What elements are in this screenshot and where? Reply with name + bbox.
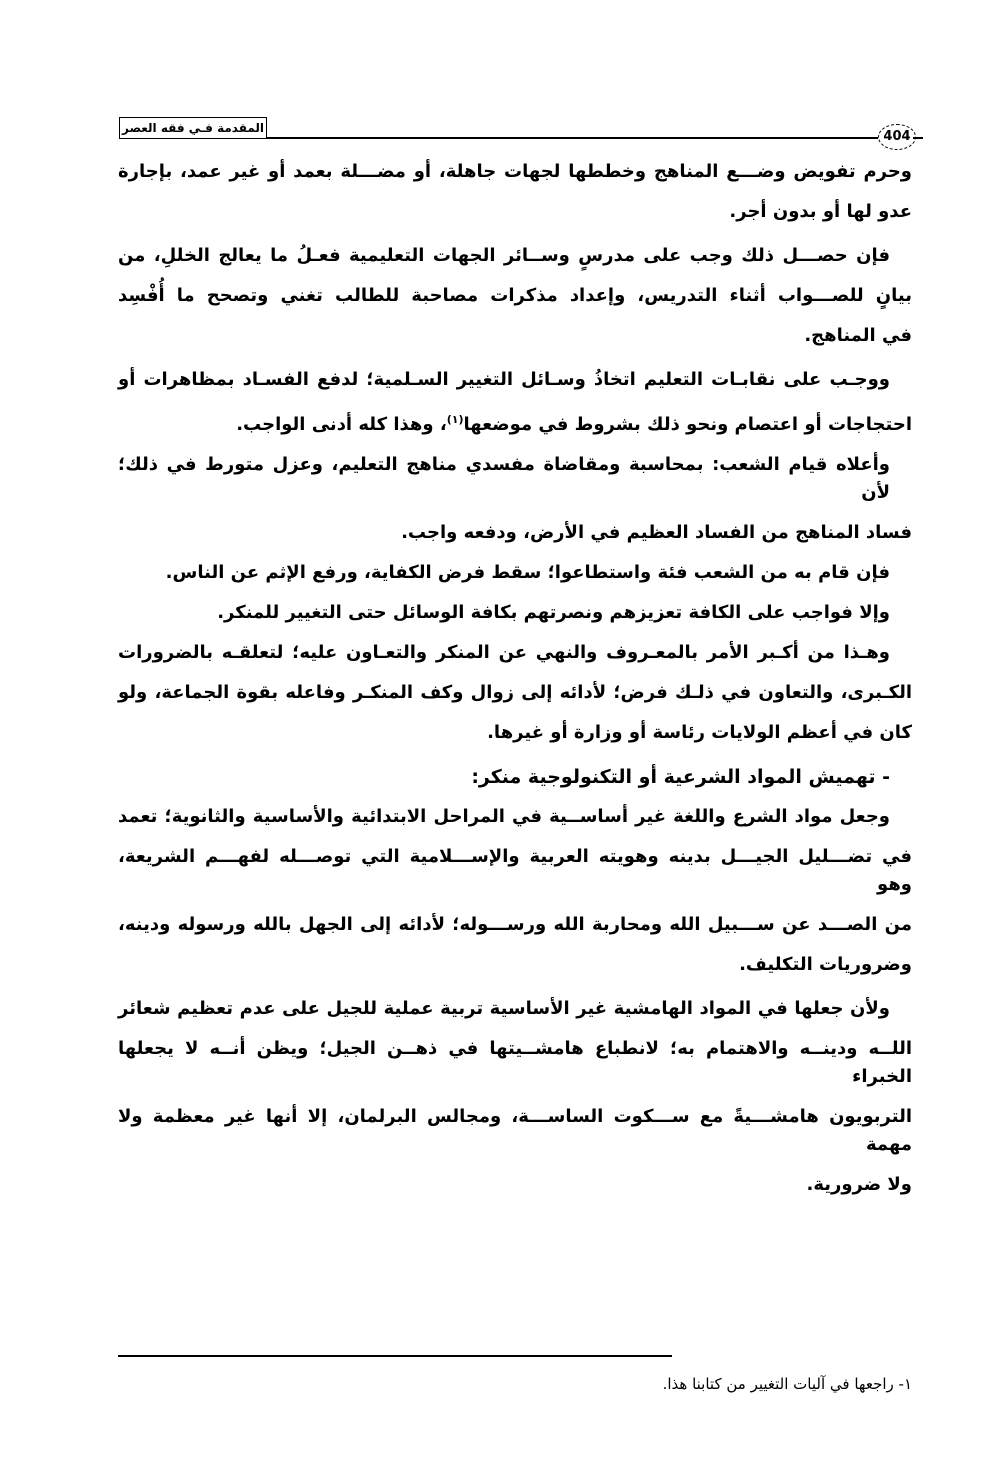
footnotes — [118, 1355, 912, 1457]
body-line: في تضـــليل الجيـــل بدينه وهويته العربية والإســـلامية التي توصـــله لفهـــم الشريعة، وهو — [118, 846, 912, 895]
header-rule-tail — [913, 137, 923, 139]
body-line: في المناهج. — [804, 325, 912, 346]
body-line: ولأن جعلها في المواد الهامشية غير الأساسية تربية عملية للجيل على عدم تعظيم شعائر — [118, 998, 890, 1019]
section-heading: - تهميش المواد الشرعية أو التكنولوجية منكر: — [471, 766, 890, 788]
body-line: وحرم تفويض وضـــع المناهج وخططها لجهات جاهلة، أو مضـــلة بعمد أو غير عمد، بإجارة — [118, 161, 912, 182]
book-title: المقدمة فـي فقه العصر — [121, 121, 265, 135]
body-line: فإن قام به من الشعب فئة واستطاعوا؛ سقط فرض الكفاية، ورفع الإثم عن الناس. — [165, 562, 890, 583]
body-line: الكـبرى، والتعاون في ذلـك فرض؛ لأدائه إلى زوال وكف المنكـر وفاعله بقوة الجماعة، ولو — [118, 682, 912, 703]
body-line — [118, 400, 912, 445]
body-line: ولا ضرورية. — [806, 1174, 912, 1195]
body-line: التربويون هامشـــيةً مع ســـكوت الساســـة، ومجالس البرلمان، إلا أنها غير معظمة ولا مهمة — [118, 1106, 912, 1155]
line-text: ، وهذا كله أدنى الواجب. — [236, 414, 447, 435]
footnote: ١- راجعها في آليات التغيير من كتابنا هذا. — [662, 1374, 912, 1393]
body-line: وضروريات التكليف. — [739, 954, 912, 975]
body-line: وجعل مواد الشرع واللغة غير أساســية في المراحل الابتدائية والأساسية والثانوية؛ تعمد — [118, 806, 890, 827]
body-line: من الصـــد عن ســـبيل الله ومحاربة الله ورســـوله؛ لأدائه إلى الجهل بالله ورسوله ودينه، — [118, 914, 912, 935]
body-line: اللــه ودينــه والاهتمام به؛ لانطباع هامشــيتها في ذهــن الجيل؛ ويظن أنــه لا يجعلها الخبراء — [118, 1038, 912, 1087]
body-line: فإن حصـــل ذلك وجب على مدرسٍ وســائر الجهات التعليمية فعـلُ ما يعالج الخللِ، من — [118, 245, 890, 266]
body-line: وهـذا من أكـبر الأمر بالمعـروف والنهي عن المنكر والتعـاون عليه؛ لتعلقـه بالضرورات — [118, 642, 890, 663]
body-line: بيانٍ للصـــواب أثناء التدريس، وإعداد مذكرات مصاحبة للطالب تغني وتصحح ما أُفْسِد — [118, 285, 912, 306]
body-text — [118, 0, 912, 1205]
body-line: عدو لها أو بدون أجر. — [729, 201, 912, 222]
footnote-marker[interactable]: (١) — [446, 413, 464, 426]
body-line: كان في أعظم الولايات رئاسة أو وزارة أو غيرها. — [487, 722, 912, 743]
footnote-separator — [118, 1355, 672, 1357]
page-number: 404 — [878, 124, 916, 150]
line-text: احتجاجات أو اعتصام ونحو ذلك بشروط في موضعها — [463, 414, 912, 435]
body-line: وإلا فواجب على الكافة تعزيزهم ونصرتهم بكافة الوسائل حتى التغيير للمنكر. — [217, 602, 890, 623]
body-line: وأعلاه قيام الشعب: بمحاسبة ومقاضاة مفسدي مناهج التعليم، وعزل متورط في ذلك؛ لأن — [118, 454, 890, 503]
body-line: ووجـب على نقابـات التعليم اتخاذُ وسـائل التغيير السـلمية؛ لدفع الفسـاد بمظاهرات أو — [118, 369, 890, 390]
body-line: فساد المناهج من الفساد العظيم في الأرض، ودفعه واجب. — [401, 522, 912, 543]
